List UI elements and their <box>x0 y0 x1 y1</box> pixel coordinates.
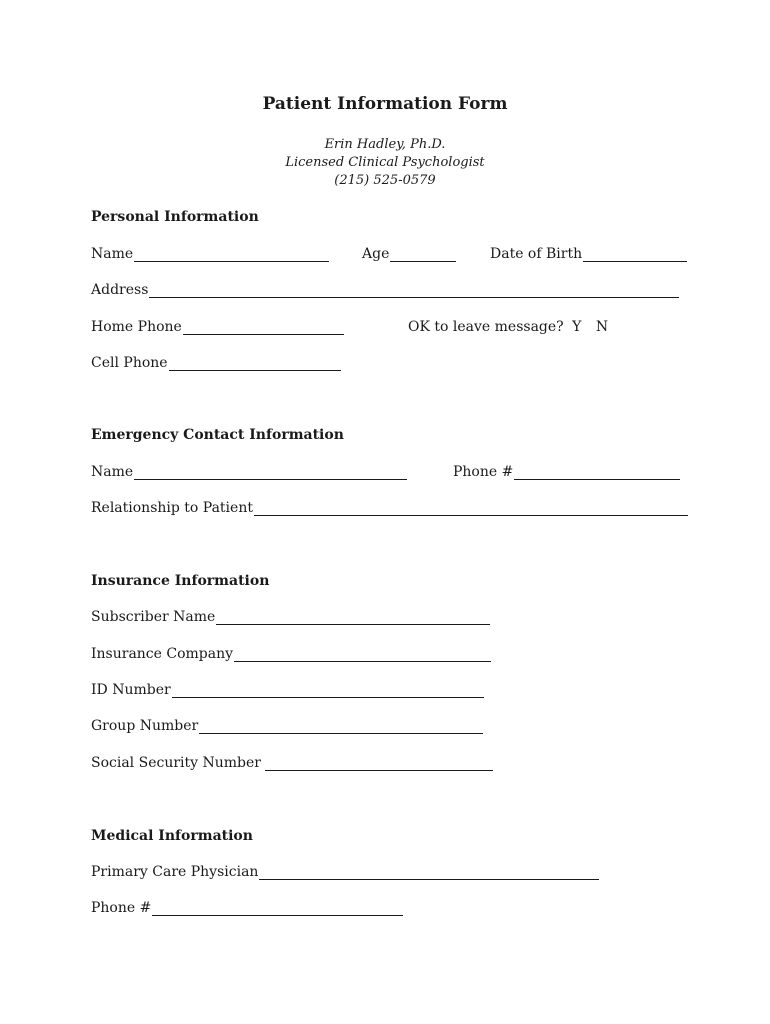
physician-label: Primary Care Physician <box>91 864 259 880</box>
group-number-field[interactable] <box>91 718 483 734</box>
relationship-field[interactable] <box>91 500 688 516</box>
address-line[interactable] <box>149 282 679 298</box>
relationship-label: Relationship to Patient <box>91 500 253 516</box>
subscriber-name-field[interactable] <box>91 609 490 625</box>
emergency-phone-label: Phone # <box>453 464 514 480</box>
emergency-name-label: Name <box>91 464 134 480</box>
ssn-field[interactable] <box>91 755 493 771</box>
ok-to-leave-message <box>408 319 608 335</box>
group-number-label: Group Number <box>91 718 199 734</box>
dob-field[interactable] <box>490 246 687 262</box>
id-number-line[interactable] <box>172 682 484 698</box>
subscriber-name-line[interactable] <box>216 609 490 625</box>
ssn-line[interactable] <box>265 755 493 771</box>
age-line[interactable] <box>390 246 456 262</box>
emergency-name-field[interactable] <box>91 464 407 480</box>
emergency-phone-line[interactable] <box>514 464 680 480</box>
insurance-company-field[interactable] <box>91 646 491 662</box>
physician-phone-label: Phone # <box>91 900 152 916</box>
insurance-company-line[interactable] <box>234 646 491 662</box>
page-title: Patient Information Form <box>262 94 508 114</box>
message-yes-option[interactable]: Y <box>572 319 582 335</box>
provider-name: Erin Hadley, Ph.D. <box>324 137 446 152</box>
age-field[interactable] <box>362 246 456 262</box>
relationship-line[interactable] <box>254 500 688 516</box>
id-number-label: ID Number <box>91 682 171 698</box>
personal-name-field[interactable] <box>91 246 329 262</box>
provider-phone: (215) 525-0579 <box>334 173 436 188</box>
group-number-line[interactable] <box>199 718 483 734</box>
emergency-phone-field[interactable] <box>453 464 680 480</box>
physician-field[interactable] <box>91 864 599 880</box>
id-number-field[interactable] <box>91 682 484 698</box>
dob-label: Date of Birth <box>490 246 583 262</box>
medical-information-header: Medical Information <box>91 828 253 844</box>
personal-name-line[interactable] <box>134 246 329 262</box>
home-phone-field[interactable] <box>91 319 344 335</box>
insurance-information-header: Insurance Information <box>91 573 270 589</box>
personal-name-label: Name <box>91 246 134 262</box>
emergency-contact-header: Emergency Contact Information <box>91 427 344 443</box>
cell-phone-line[interactable] <box>169 355 341 371</box>
emergency-name-line[interactable] <box>134 464 407 480</box>
personal-information-header: Personal Information <box>91 209 259 225</box>
address-field[interactable] <box>91 282 679 298</box>
dob-line[interactable] <box>583 246 687 262</box>
provider-credential: Licensed Clinical Psychologist <box>285 155 485 170</box>
age-label: Age <box>362 246 390 262</box>
cell-phone-label: Cell Phone <box>91 355 168 371</box>
physician-phone-line[interactable] <box>152 900 403 916</box>
subscriber-name-label: Subscriber Name <box>91 609 216 625</box>
cell-phone-field[interactable] <box>91 355 341 371</box>
address-label: Address <box>91 282 149 298</box>
ok-message-label: OK to leave message? <box>408 319 564 335</box>
home-phone-label: Home Phone <box>91 319 182 335</box>
physician-phone-field[interactable] <box>91 900 403 916</box>
home-phone-line[interactable] <box>183 319 344 335</box>
insurance-company-label: Insurance Company <box>91 646 234 662</box>
message-no-option[interactable]: N <box>595 319 609 335</box>
ssn-label: Social Security Number <box>91 755 261 771</box>
physician-line[interactable] <box>259 864 599 880</box>
